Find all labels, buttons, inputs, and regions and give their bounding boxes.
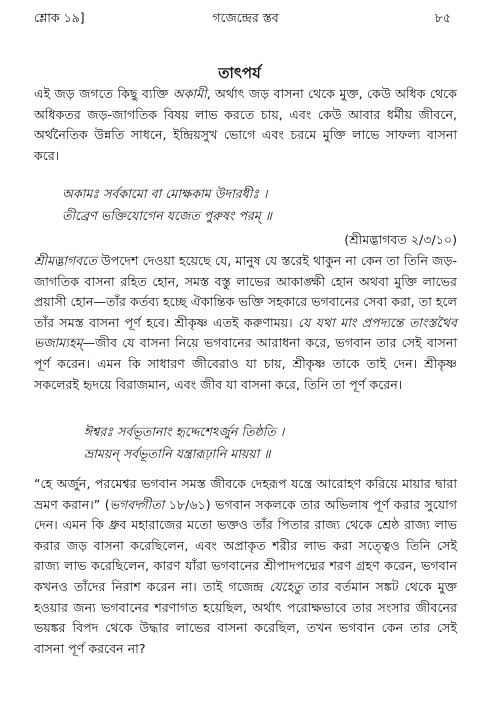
paragraph-3-italic-source: ভগবদ্গীতা	[109, 496, 165, 512]
paragraph-2	[34, 251, 457, 395]
paragraph-2-italic-source: শ্রীমদ্ভাগবতে	[34, 253, 97, 268]
verse-1-line-1: অকামঃ সর্বকামো বা মোক্ষকাম উদারধীঃ ।	[62, 186, 268, 201]
verse-number-label: শ্লোক ১৯]	[34, 10, 85, 25]
paragraph-3	[34, 474, 457, 659]
paragraph-1-text-a: এই জড় জগতে কিছু ব্যক্তি	[34, 86, 173, 101]
paragraph-3-italic-word: যেহেতু	[269, 578, 303, 594]
verse-1-line-2: তীব্রেণ ভক্তিযোগেন যজেত পুরুষং পরম্ ॥	[62, 208, 272, 223]
paragraph-3-text-a: “হে অর্জুন, পরমেশ্বর ভগবান সমস্ত জীবকে দেহরূপ যন্ত্রে আরোহণ করিয়ে মায়ার দ্বারা ভ্রমণ করান।” (	[34, 476, 457, 512]
page-number: ৮৫	[434, 10, 451, 25]
paragraph-2-italic-quote: যে যথা মাং প্রপদ্যন্তে তাংস্তথৈব ভজাম্যহম্	[34, 314, 458, 351]
verse-2-line-2: ভ্রাময়ন্ সর্বভূতানি যন্ত্রারূঢ়ানি মায়য়া ॥	[84, 446, 271, 461]
paragraph-3-text-b: ১৮/৬১) ভগবান সকলকে তার অভিলাষ পূর্ণ করার সুযোগ দেন। এমন কি ধ্রুব মহারাজের মতো ভক্তও তাঁর পিতার রাজ্য থেকে শ্রেষ্ঠ রাজ্য লাভ করার জড় বাসনা করেছিলেন, এবং অপ্রাকৃত শরীর লাভ করা সত্ত্বেও তিনি সেই রাজ্য লাভ করেছিলেন, কারণ যাঁরা ভগবানের শ্রীপাদপদ্মের শরণ গ্রহণ করেন, ভগবান কখনও তাঁদের নিরাশ করেন না। তাই গজেন্দ্র	[34, 496, 457, 594]
verse-2-line-1: ঈশ্বরঃ সর্বভূতানাং হৃদ্দেশেঽর্জুন তিষ্ঠতি ।	[84, 424, 285, 439]
verse-1-reference: (শ্রীমদ্ভাগবত ২/৩/১০)	[344, 232, 457, 247]
paragraph-3-text-c: তার বর্তমান সঙ্কট থেকে মুক্ত হওয়ার জন্য ভগবানের শরণাগত হয়েছিল, অর্থাৎ পরোক্ষভাবে তার সংসার জীবনের ভয়ঙ্কর বিপদ থেকে উদ্ধার লাভের বাসনা করেছিল, তখন ভগবান কেন তার সেই বাসনা পূর্ণ করবেন না?	[34, 578, 458, 656]
chapter-title: গজেন্দ্রের স্তব	[212, 10, 279, 25]
page-header	[34, 10, 457, 30]
paragraph-2-text-a: উপদেশ দেওয়া হয়েছে যে, মানুষ যে স্তরেই থাকুন না কেন তা তিনি জড়-জাগতিক বাসনা রহিত হোন, সমস্ত বস্তু লাভের আকাঙ্ক্ষী হোন অথবা মুক্তি লাভের প্রয়াসী হোন—তাঁর কর্তব্য হচ্ছে ঐকান্তিক ভক্তি সহকারে ভগবানের সেবা করা, তা হলে তাঁর সমস্ত বাসনা পূর্ণ হবে। শ্রীকৃষ্ণ এতই করুণাময়।	[34, 253, 457, 330]
paragraph-1	[34, 84, 457, 166]
paragraph-1-italic-term: অকামী	[172, 86, 207, 101]
paragraph-2-text-b: —জীব যে বাসনা নিয়ে ভগবানের আরাধনা করে, ভগবান তার সেই বাসনা পূর্ণ করেন। এমন কি সাধারণ জীবেরাও যা চায়, শ্রীকৃষ্ণ তাকে তাই দেন। শ্রীকৃষ্ণ সকলেরই হৃদয়ে বিরাজমান, এবং জীব যা বাসনা করে, তিনি তা পূর্ণ করেন।	[34, 335, 457, 392]
section-heading: তাৎপর্য	[218, 64, 261, 82]
paragraph-1-text-b: , অর্থাৎ জড় বাসনা থেকে মুক্ত, কেউ অধিক থেকে অধিকতর জড়-জাগতিক বিষয় লাভ করতে চায়, এবং কেউ আবার ধর্মীয় জীবনে, অর্থনৈতিক উন্নতি সাধনে, ইন্দ্রিয়সুখ ভোগে এবং চরমে মুক্তি লাভে সাফল্য বাসনা করে।	[34, 86, 457, 163]
